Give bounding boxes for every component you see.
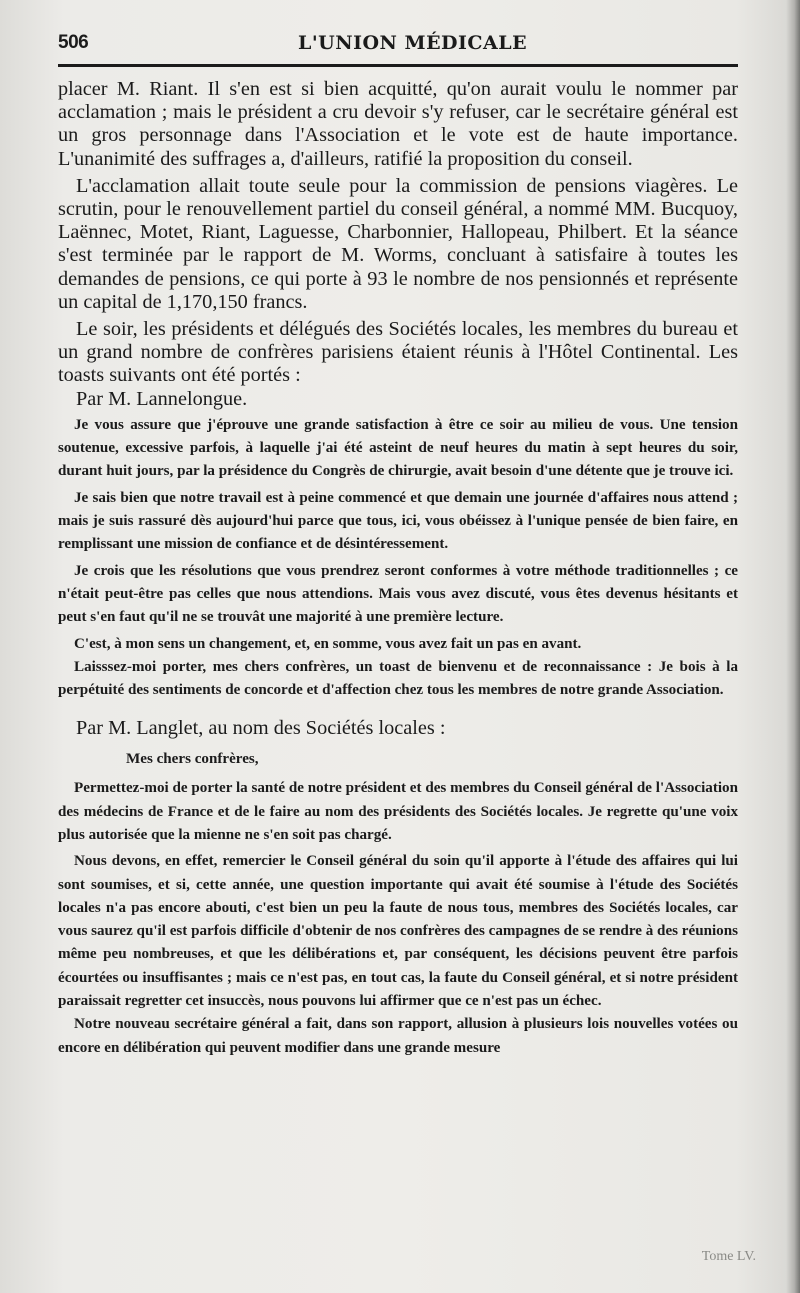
paragraph: Le soir, les présidents et délégués des Sociétés locales, les membres du bureau et un grand nombre de confrères parisiens étaient réunis à l'Hôtel Continental. Les toasts suivants ont été portés : xyxy=(58,318,738,387)
header-rule xyxy=(58,64,738,67)
speech-paragraph: Nous devons, en effet, remercier le Conseil général du soin qu'il apporte à l'étude des affaires qui lui sont soumises, et si, cette année, une question importante qui avait été soumise à l'étude des Sociétés locales n'a pas encore abouti, c'est bien un peu la faute de nous tous, membres des Sociétés locales, car vous saurez qu'il est parfois difficile d'obtenir de nos confrères des campagnes de se rendre à des réunions même peu nombreuses, et que les délibérations et, par conséquent, les décisions peuvent être parfois écourtées ou insuffisantes ; mais ce n'est pas, en tout cas, la faute du Conseil général, et si notre président paraissait regretter cet insuccès, nous pouvons lui affirmer que ce n'est pas un échec. xyxy=(58,853,738,1010)
speech-paragraph: C'est, à mon sens un changement, et, en somme, vous avez fait un pas en avant. xyxy=(74,635,582,652)
running-head xyxy=(58,30,738,60)
speech-paragraph: Permettez-moi de porter la santé de notre président et des membres du Conseil général de l'Association des médecins de France et de le faire au nom des présidents des Sociétés locales. Je regrette qu'une voix plus autorisée que la mienne ne s'en soit pas chargé. xyxy=(58,780,738,843)
article-body xyxy=(58,78,738,1060)
paragraph: L'acclamation allait toute seule pour la commission de pensions viagères. Le scrutin, pour le renouvellement partiel du conseil général, a nommé MM. Bucquoy, Laënnec, Motet, Riant, Laguesse, Charbonnier, Hallopeau, Philbert. Et la séance s'est terminée par le rapport de M. Worms, concluant à satisfaire à toutes les demandes de pensions, ce qui porte à 93 le nombre de nos pensionnés et représente un capital de 1,170,150 francs. xyxy=(58,174,738,313)
speaker-heading-langlet: Par M. Langlet, au nom des Sociétés locales : xyxy=(76,717,446,740)
salutation: Mes chers confrères, xyxy=(126,751,259,768)
speech-paragraph: Je crois que les résolutions que vous prendrez seront conformes à votre méthode traditionnelles ; ce n'était peut-être pas celles que nous attendions. Mais vous avez discuté, vous êtes devenus hésitants et peut s'en faut qu'il ne se trouvât une majorité à une première lecture. xyxy=(58,562,738,626)
speech-paragraph: Je vous assure que j'éprouve une grande satisfaction à être ce soir au milieu de vous. Une tension soutenue, excessive parfois, à laquelle j'ai été asteint de neuf heures du matin à sept heures du soir, durant huit jours, par la présidence du Congrès de chirurgie, avait besoin d'une détente que je trouve ici. xyxy=(58,416,738,480)
speech-paragraph: Notre nouveau secrétaire général a fait, dans son rapport, allusion à plusieurs lois nouvelles votées ou encore en délibération qui peuvent modifier dans une grande mesure xyxy=(58,1016,738,1056)
journal-title: L'UNION MÉDICALE xyxy=(298,32,528,54)
speaker-heading-lannelongue: Par M. Lannelongue. xyxy=(76,387,248,410)
speech-paragraph: Je sais bien que notre travail est à peine commencé et que demain une journée d'affaires nous attend ; mais je suis rassuré dès aujourd'hui parce que tous, ici, vous obéissez à l'unique pensée de bien faire, en remplissant une mission de confiance et de désintéressement. xyxy=(58,489,738,553)
paragraph: placer M. Riant. Il s'en est si bien acquitté, qu'on aurait voulu le nommer par acclamation ; mais le président a cru devoir s'y refuser, car le secrétaire général est un gros personnage dans l'Association et le vote est de haute importance. L'unanimité des suffrages a, d'ailleurs, ratifié la proposition du conseil. xyxy=(58,78,738,170)
page-number: 506 xyxy=(58,32,89,53)
speech-paragraph: Laisssez-moi porter, mes chers confrères, un toast de bienvenu et de reconnaissance : Je bois à la perpétuité des sentiments de concorde et d'affection chez tous les membres de notre grande Association. xyxy=(58,658,738,699)
page-edge-shadow xyxy=(786,0,800,1293)
signature-mark: Tome LV. xyxy=(701,1249,756,1264)
